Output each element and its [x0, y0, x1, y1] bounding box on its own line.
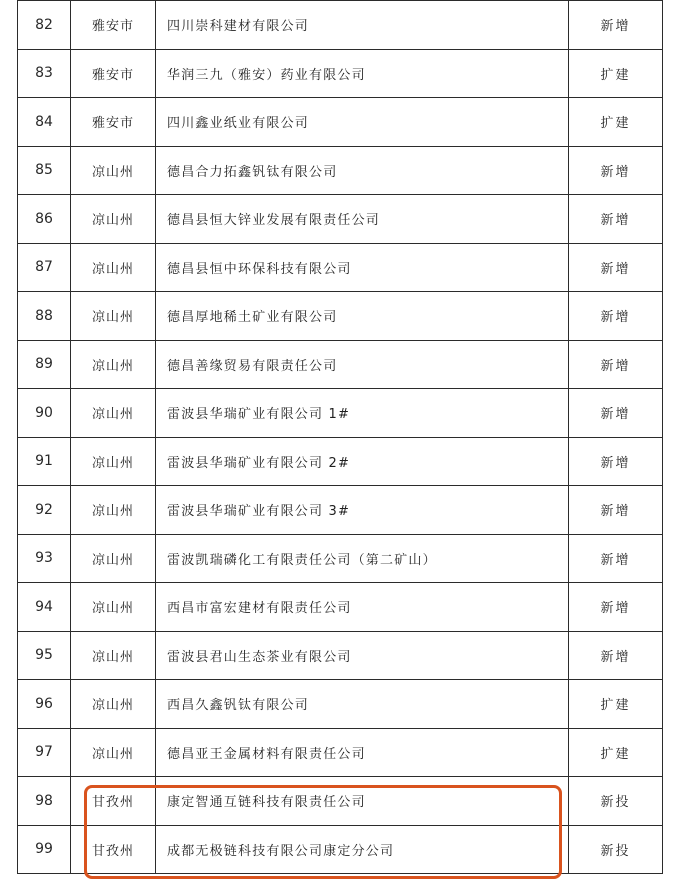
- row-number-cell: 88: [18, 292, 71, 341]
- row-number-cell: 82: [18, 1, 71, 50]
- city-cell: 雅安市: [71, 1, 156, 50]
- type-cell: 新增: [569, 340, 663, 389]
- type-cell: 新增: [569, 437, 663, 486]
- company-name-cell: 雷波凯瑞磷化工有限责任公司（第二矿山）: [156, 534, 569, 583]
- table-row: [18, 583, 663, 632]
- row-number-cell: 85: [18, 146, 71, 195]
- city-cell: 甘孜州: [71, 825, 156, 874]
- row-number-cell: 94: [18, 583, 71, 632]
- row-number-cell: 91: [18, 437, 71, 486]
- company-name-cell: 康定智通互链科技有限责任公司: [156, 777, 569, 826]
- table-row: [18, 1, 663, 50]
- table-row: [18, 98, 663, 147]
- city-cell: 凉山州: [71, 292, 156, 341]
- row-number-cell: 95: [18, 631, 71, 680]
- company-name-cell: 华润三九（雅安）药业有限公司: [156, 49, 569, 98]
- table-row: [18, 49, 663, 98]
- type-cell: 新增: [569, 583, 663, 632]
- row-number-cell: 96: [18, 680, 71, 729]
- table-row: [18, 340, 663, 389]
- city-cell: 凉山州: [71, 195, 156, 244]
- table-row: [18, 534, 663, 583]
- row-number-cell: 84: [18, 98, 71, 147]
- type-cell: 新增: [569, 195, 663, 244]
- company-name-cell: 雷波县华瑞矿业有限公司 2#: [156, 437, 569, 486]
- company-name-cell: 德昌厚地稀土矿业有限公司: [156, 292, 569, 341]
- city-cell: 凉山州: [71, 389, 156, 438]
- type-cell: 扩建: [569, 49, 663, 98]
- company-name-cell: 德昌县恒大锌业发展有限责任公司: [156, 195, 569, 244]
- company-name-cell: 德昌县恒中环保科技有限公司: [156, 243, 569, 292]
- company-name-cell: 德昌亚王金属材料有限责任公司: [156, 728, 569, 777]
- company-name-cell: 四川崇科建材有限公司: [156, 1, 569, 50]
- company-name-cell: 雷波县华瑞矿业有限公司 3#: [156, 486, 569, 535]
- company-name-cell: 雷波县华瑞矿业有限公司 1#: [156, 389, 569, 438]
- row-number-cell: 97: [18, 728, 71, 777]
- company-name-cell: 德昌善缘贸易有限责任公司: [156, 340, 569, 389]
- city-cell: 凉山州: [71, 631, 156, 680]
- company-table-container: [17, 0, 662, 874]
- row-number-cell: 86: [18, 195, 71, 244]
- row-number-cell: 98: [18, 777, 71, 826]
- company-name-cell: 德昌合力拓鑫钒钛有限公司: [156, 146, 569, 195]
- table-row: [18, 486, 663, 535]
- table-row: [18, 631, 663, 680]
- type-cell: 新增: [569, 631, 663, 680]
- type-cell: 新增: [569, 243, 663, 292]
- table-row: [18, 728, 663, 777]
- row-number-cell: 93: [18, 534, 71, 583]
- row-number-cell: 90: [18, 389, 71, 438]
- type-cell: 新增: [569, 486, 663, 535]
- table-row: [18, 680, 663, 729]
- city-cell: 甘孜州: [71, 777, 156, 826]
- row-number-cell: 92: [18, 486, 71, 535]
- city-cell: 凉山州: [71, 340, 156, 389]
- table-row: [18, 777, 663, 826]
- city-cell: 凉山州: [71, 243, 156, 292]
- table-row: [18, 243, 663, 292]
- table-row: [18, 825, 663, 874]
- type-cell: 扩建: [569, 98, 663, 147]
- type-cell: 扩建: [569, 680, 663, 729]
- row-number-cell: 87: [18, 243, 71, 292]
- type-cell: 新增: [569, 292, 663, 341]
- company-name-cell: 雷波县君山生态茶业有限公司: [156, 631, 569, 680]
- city-cell: 凉山州: [71, 146, 156, 195]
- table-row: [18, 195, 663, 244]
- type-cell: 扩建: [569, 728, 663, 777]
- type-cell: 新增: [569, 146, 663, 195]
- city-cell: 凉山州: [71, 534, 156, 583]
- type-cell: 新增: [569, 1, 663, 50]
- table-row: [18, 292, 663, 341]
- type-cell: 新投: [569, 825, 663, 874]
- row-number-cell: 99: [18, 825, 71, 874]
- city-cell: 凉山州: [71, 486, 156, 535]
- city-cell: 凉山州: [71, 583, 156, 632]
- company-table-body: [18, 1, 663, 874]
- type-cell: 新投: [569, 777, 663, 826]
- company-name-cell: 成都无极链科技有限公司康定分公司: [156, 825, 569, 874]
- city-cell: 雅安市: [71, 98, 156, 147]
- type-cell: 新增: [569, 534, 663, 583]
- table-row: [18, 437, 663, 486]
- company-name-cell: 西昌久鑫钒钛有限公司: [156, 680, 569, 729]
- type-cell: 新增: [569, 389, 663, 438]
- city-cell: 凉山州: [71, 728, 156, 777]
- row-number-cell: 83: [18, 49, 71, 98]
- company-name-cell: 四川鑫业纸业有限公司: [156, 98, 569, 147]
- city-cell: 凉山州: [71, 680, 156, 729]
- company-table: [17, 0, 663, 874]
- city-cell: 雅安市: [71, 49, 156, 98]
- company-name-cell: 西昌市富宏建材有限责任公司: [156, 583, 569, 632]
- row-number-cell: 89: [18, 340, 71, 389]
- table-row: [18, 389, 663, 438]
- table-row: [18, 146, 663, 195]
- city-cell: 凉山州: [71, 437, 156, 486]
